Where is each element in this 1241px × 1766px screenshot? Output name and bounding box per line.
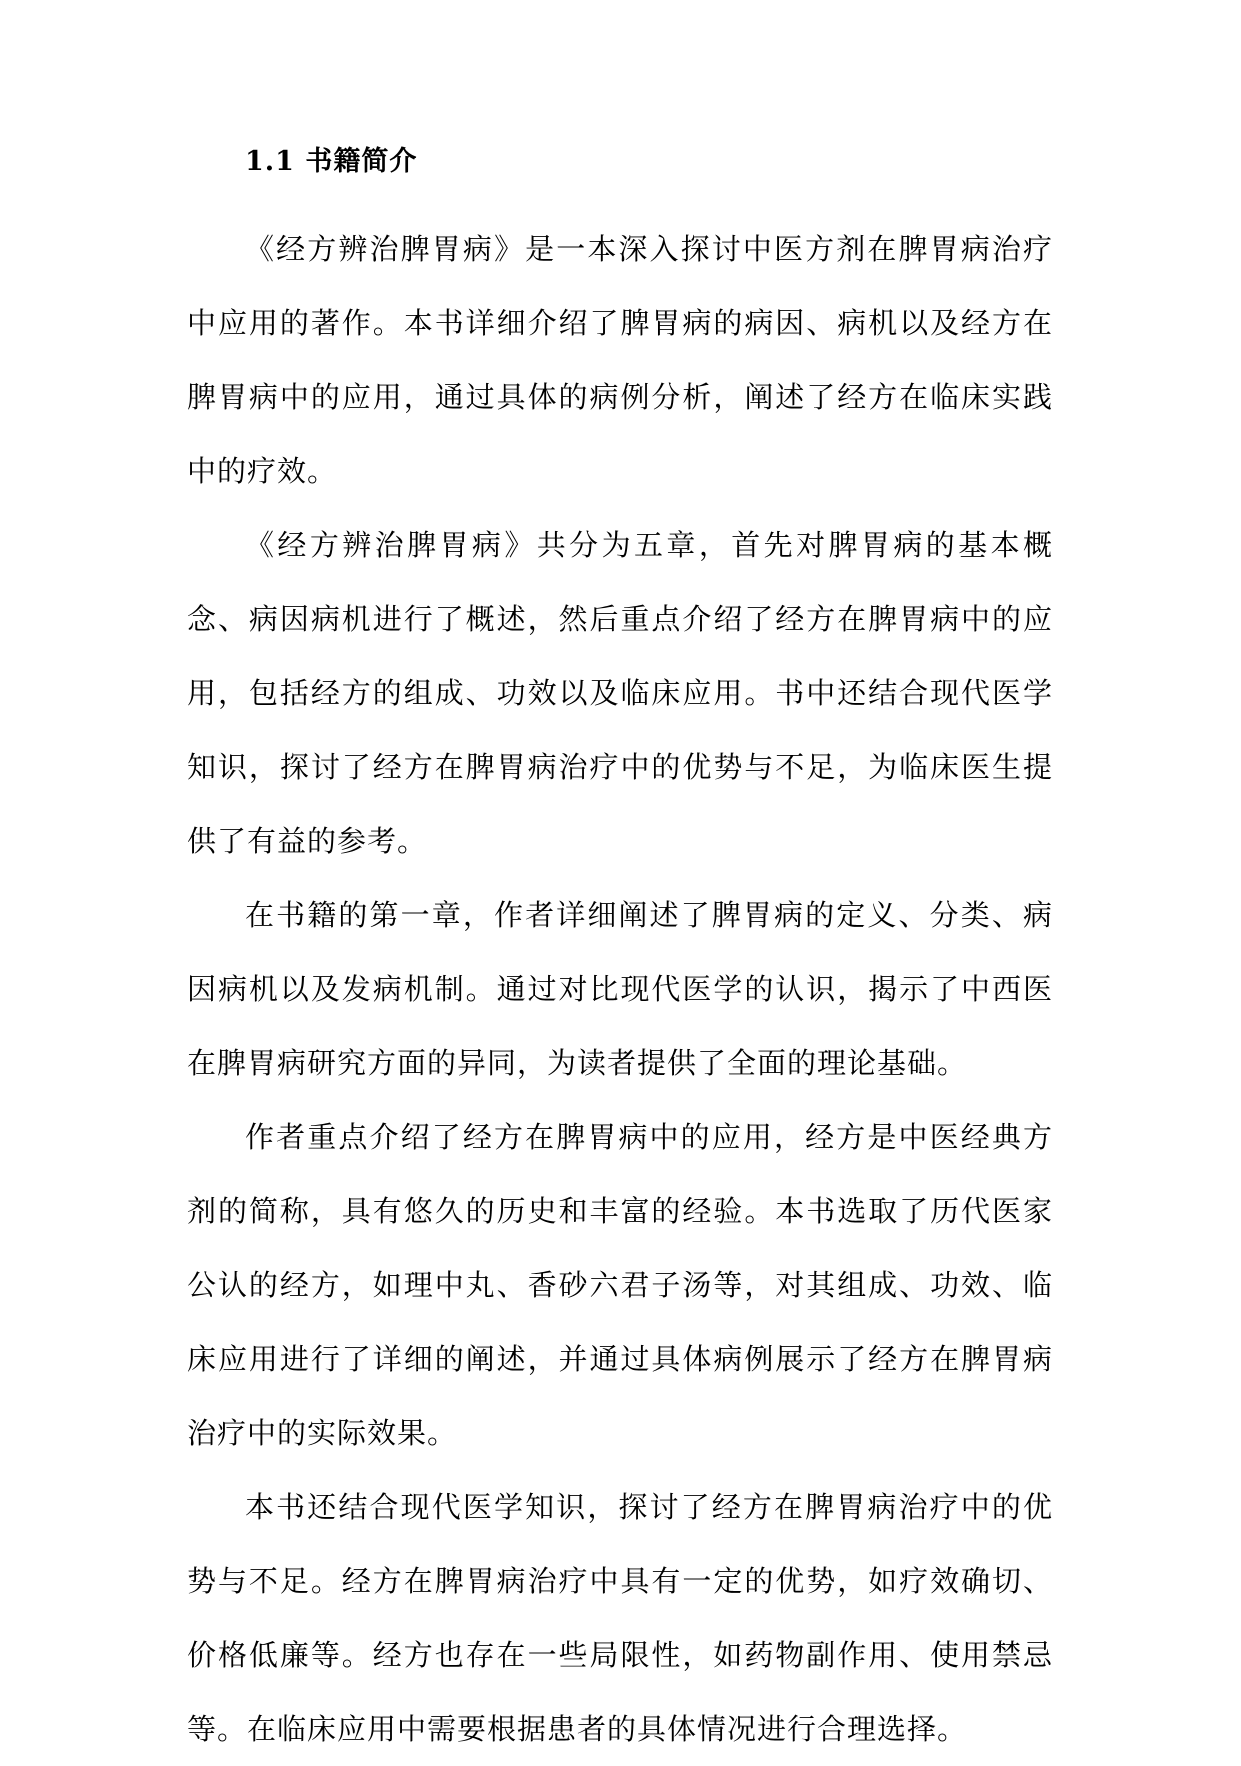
paragraph-classic-prescriptions: 作者重点介绍了经方在脾胃病中的应用，经方是中医经典方剂的简称，具有悠久的历史和丰富的经验。本书选取了历代医家公认的经方，如理中丸、香砂六君子汤等，对其组成、功效、临床应用进行了详细的阐述，并通过具体病例展示了经方在脾胃病治疗中的实际效果。 [187,1120,1053,1450]
paragraph-advantages-limitations: 本书还结合现代医学知识，探讨了经方在脾胃病治疗中的优势与不足。经方在脾胃病治疗中具有一定的优势，如疗效确切、价格低廉等。经方也存在一些局限性，如药物副作用、使用禁忌等。在临床应用中需要根据患者的具体情况进行合理选择。 [187,1490,1053,1746]
section-heading: 1.1 书籍简介 [245,146,418,177]
document-content [187,142,1053,1766]
paragraph-chapter-one: 在书籍的第一章，作者详细阐述了脾胃病的定义、分类、病因病机以及发病机制。通过对比现代医学的认识，揭示了中西医在脾胃病研究方面的异同，为读者提供了全面的理论基础。 [187,898,1053,1080]
paragraph-intro: 《经方辨治脾胃病》是一本深入探讨中医方剂在脾胃病治疗中应用的著作。本书详细介绍了脾胃病的病因、病机以及经方在脾胃病中的应用，通过具体的病例分析，阐述了经方在临床实践中的疗效。 [187,232,1053,488]
paragraph-structure: 《经方辨治脾胃病》共分为五章，首先对脾胃病的基本概念、病因病机进行了概述，然后重点介绍了经方在脾胃病中的应用，包括经方的组成、功效以及临床应用。书中还结合现代医学知识，探讨了经方在脾胃病治疗中的优势与不足，为临床医生提供了有益的参考。 [187,528,1053,858]
